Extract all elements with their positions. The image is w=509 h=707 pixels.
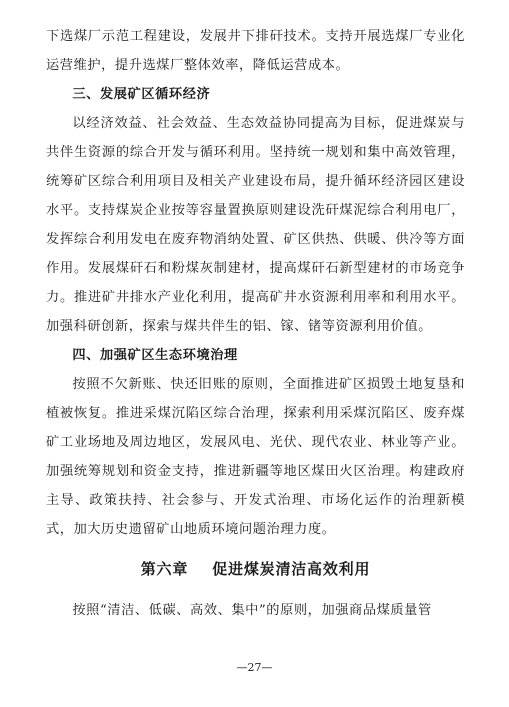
section-body-ecological-governance: 按照不欠新账、快还旧账的原则，全面推进矿区损毁土地复垦和植被恢复。推进采煤沉陷区综合治理，探索利用采煤沉陷区、废弃煤矿工业场地及周边地区，发展风电、光伏、现代农业、林业等产业。加强统筹规划和资金支持，推进新疆等地区煤田火区治理。构建政府主导、政策扶持、社会参与、开发式治理、市场化运作的治理新模式，加大历史遗留矿山地质环境问题治理力度。 (46, 377, 465, 537)
section-heading-ecological-governance: 四、加强矿区生态环境治理 (72, 348, 238, 363)
section-body-circular-economy: 以经济效益、社会效益、生态效益协同提高为目标，促进煤炭与共伴生资源的综合开发与循环利用。坚持统一规划和集中高效管理，统筹矿区综合利用项目及相关产业建设布局，提升循环经济园区建设水平。支持煤炭企业按等容量置换原则建设洗矸煤泥综合利用电厂，发挥综合利用发电在废弃物消纳处置、矿区供热、供暖、供冷等方面作用。发展煤矸石和粉煤灰制建材，提高煤矸石新型建材的市场竞争力。推进矿井排水产业化利用，提高矿井水资源利用率和利用水平。加强科研创新，探索与煤共伴生的铝、镓、锗等资源利用价值。 (46, 116, 465, 334)
section-heading-circular-economy: 三、发展矿区循环经济 (72, 87, 211, 102)
intro-paragraph: 下选煤厂示范工程建设，发展井下排矸技术。支持开展选煤厂专业化运营维护，提升选煤厂整体效率，降低运营成本。 (46, 29, 465, 73)
page-number: —27— (236, 661, 273, 674)
chapter-title: 第六章 促进煤炭清洁高效利用 (140, 560, 371, 578)
chapter-opening-paragraph: 按照“清洁、低碳、高效、集中”的原则，加强商品煤质量管 (72, 603, 432, 618)
